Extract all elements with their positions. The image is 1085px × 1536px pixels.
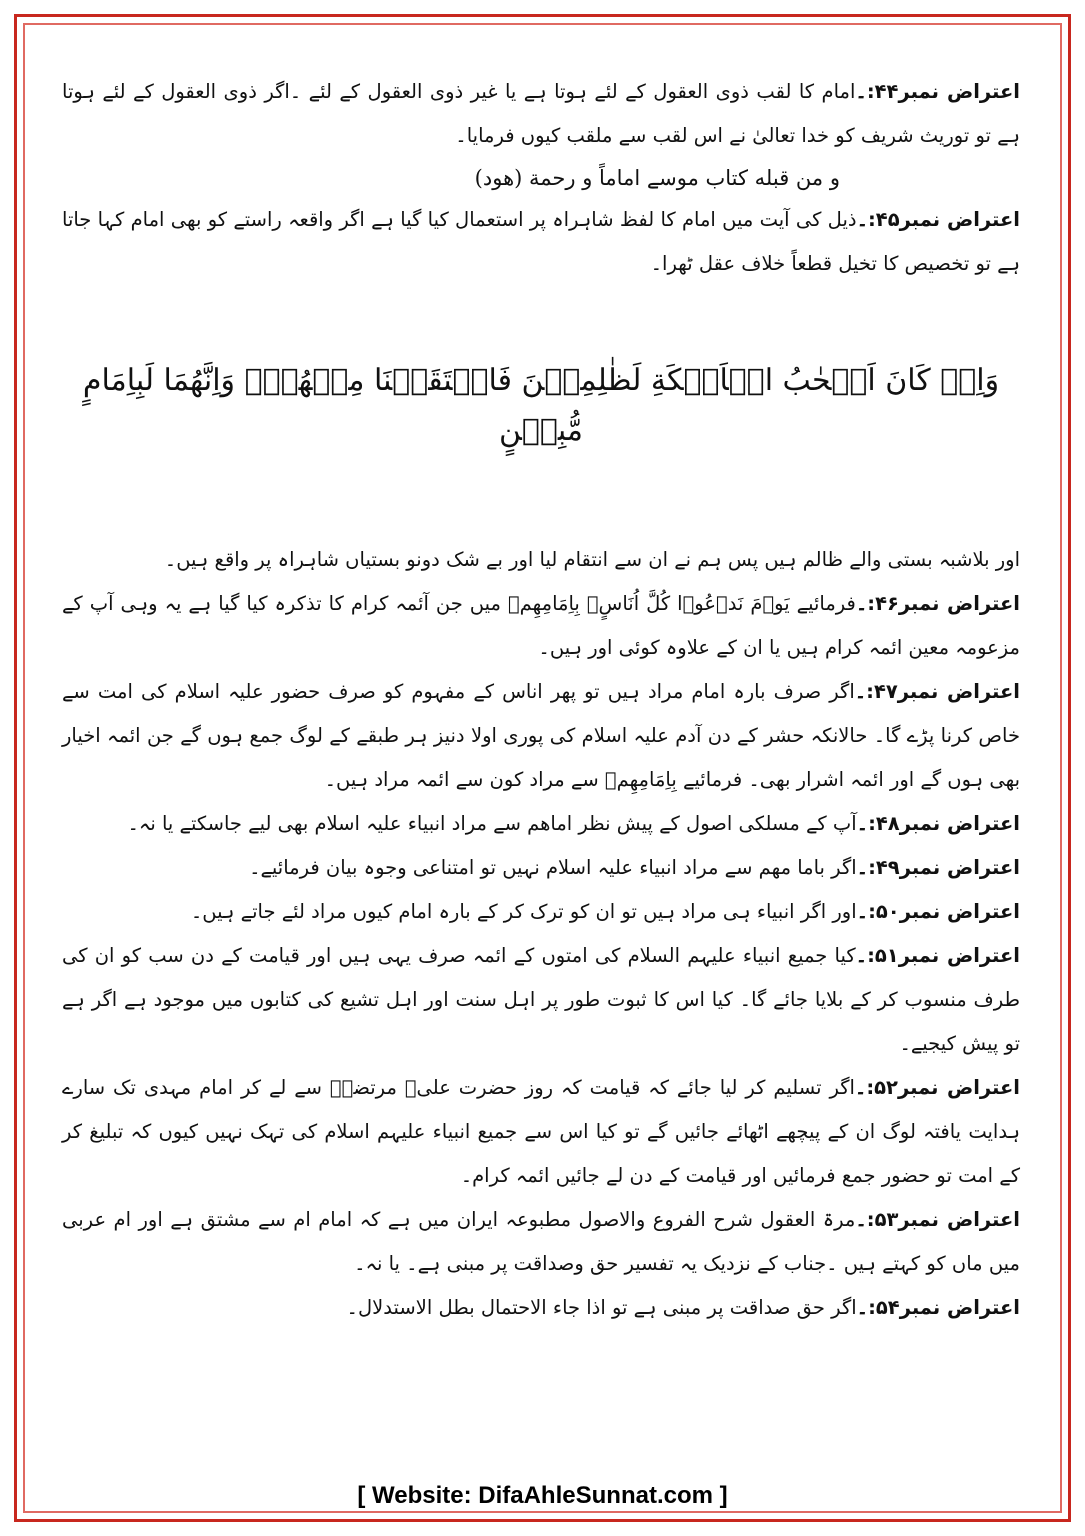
objection-text: فرمائیے یَوۡمَ نَدۡعُوۡا کُلَّ اُنَاسٍۭ بِاِمَامِهِمۡ میں جن آئمہ کرام کا تذکرہ کیا گیا ہے یہ وہی آپ کے مزعومہ معین ائمہ کرام ہیں یا ان کے علاوہ کوئی اور ہیں۔ [62, 592, 1020, 659]
objection-text: اگر حق صداقت پر مبنی ہے تو اذا جاء الاحتمال بطل الاستدلال۔ [346, 1296, 857, 1319]
objection-label: اعتراض نمبر۵۲:۔ [854, 1076, 1020, 1099]
objection-label: اعتراض نمبر۵۰:۔ [856, 900, 1020, 923]
objection-text: اگر صرف بارہ امام مراد ہیں تو پھر اناس کے مفہوم کو صرف حضور علیہ اسلام کی امت سے خاص کرنا پڑے گا۔ حالانکہ حشر کے دن آدم علیہ اسلام کی پوری اولا دنیز ہر طبقے کے لوگ جمع ہوں گے جن ائمہ اخیار بھی ہوں گے اور ائمہ اشرار بھی۔ فرمائیے بِاِمَامِهِمۡ سے مراد کون سے ائمہ مراد ہیں۔ [62, 680, 1020, 791]
objection-label: اعتراض نمبر۴۸:۔ [856, 812, 1020, 835]
objection-label: اعتراض نمبر۵۱:۔ [855, 944, 1020, 967]
objection-label: اعتراض نمبر۴۹:۔ [856, 856, 1020, 879]
objection-label: اعتراض نمبر۴۶:۔ [855, 592, 1020, 615]
objection-49 [62, 846, 1020, 890]
objection-45 [62, 198, 1020, 286]
objection-text: اگر باما مهم سے مراد انبیاء علیہ اسلام نہیں تو امتناعی وجوہ بیان فرمائیے۔ [249, 856, 857, 879]
objection-label: اعتراض نمبر۵۴:۔ [856, 1296, 1020, 1319]
objection-label: اعتراض نمبر۵۳:۔ [855, 1208, 1020, 1231]
verse-translation: اور بلاشبہ بستی والے ظالم ہیں پس ہم نے ان سے انتقام لیا اور بے شک دونو بستیاں شاہراہ پر واقع ہیں۔ [164, 548, 1020, 571]
objection-text: مرۃ العقول شرح الفروع والاصول مطبوعہ ایران میں ہے کہ امام ام سے مشتق ہے اور ام عربی میں ماں کو کہتے ہیں ۔جناب کے نزدیک یہ تفسیر حق وصداقت پر مبنی ہے۔ یا نہ۔ [62, 1208, 1020, 1275]
objection-47 [62, 670, 1020, 802]
website-footer: [ Website: DifaAhleSunnat.com ] [357, 1482, 728, 1509]
objection-52 [62, 1066, 1020, 1198]
objection-text: اگر تسلیم کر لیا جائے کہ قیامت کہ روز حضرت علیؓ مرتضےؓ سے لے کر امام مہدی تک سارے ہدایت یافتہ لوگ ان کے پیچھے اٹھائے جائیں گے تو کیا اس سے جمیع انبیاء علیہم اسلام کی تہک نہیں کیوں کہ تبلیغ کر کے امت تو حضور جمع فرمائیں اور قیامت کے دن لے جائیں ائمہ کرام۔ [62, 1076, 1020, 1187]
objection-label: اعتراض نمبر۴۴:۔ [855, 80, 1020, 103]
objection-label: اعتراض نمبر۴۵:۔ [856, 208, 1020, 231]
objection-text: امام کا لقب ذوی العقول کے لئے ہوتا ہے یا غیر ذوی العقول کے لئے ۔اگر ذوی العقول کے لئے ہوتا ہے تو توریث شریف کو خدا تعالیٰ نے اس لقب سے ملقب کیوں فرمایا۔ [62, 80, 1020, 147]
objection-text: آپ کے مسلکی اصول کے پیش نظر اماهم سے مراد انبیاء علیہ اسلام بھی لیے جاسکتے یا نہ۔ [127, 812, 857, 835]
objection-46 [62, 582, 1020, 670]
objection-51 [62, 934, 1020, 1066]
objection-label: اعتراض نمبر۴۷:۔ [854, 680, 1020, 703]
objection-text: اور اگر انبیاء ہی مراد ہیں تو ان کو ترک کر کے بارہ امام کیوں مراد لئے جاتے ہیں۔ [190, 900, 857, 923]
objection-44 [62, 70, 1020, 158]
objection-48 [62, 802, 1020, 846]
quran-verse: وَاِنۡ كَانَ اَصۡحٰبُ الۡاَيۡكَةِ لَظٰلِمِيۡنَ فَانۡتَقَمۡنَا مِنۡهُمۡ‌ۘ وَاِنَّهُمَا لَبِاِمَامٍ مُّبِيۡنٍ [82, 363, 1000, 448]
document-body [62, 70, 1020, 1330]
objection-text: کیا جمیع انبیاء علیہم السلام کی امتوں کے ائمہ صرف یہی ہیں اور قیامت کے دن سب کو ان کی طرف منسوب کر کے بلایا جائے گا۔ کیا اس کا ثبوت طور پر اہل سنت اور اہل تشیع کی کتابوں میں موجود ہے اگر ہے تو پیش کیجیے۔ [62, 944, 1020, 1055]
objection-54 [62, 1286, 1020, 1330]
objection-text: ذیل کی آیت میں امام کا لفظ شاہراہ پر استعمال کیا گیا ہے اگر واقعہ راستے کو بھی امام کہا جاتا ہے تو تخصیص کا تخیل قطعاً خلاف عقل ٹھرا۔ [62, 208, 1020, 275]
objection-53 [62, 1198, 1020, 1286]
quran-reference: و من قبله كتاب موسے اماماً و رحمة (هود) [474, 166, 840, 190]
objection-50 [62, 890, 1020, 934]
